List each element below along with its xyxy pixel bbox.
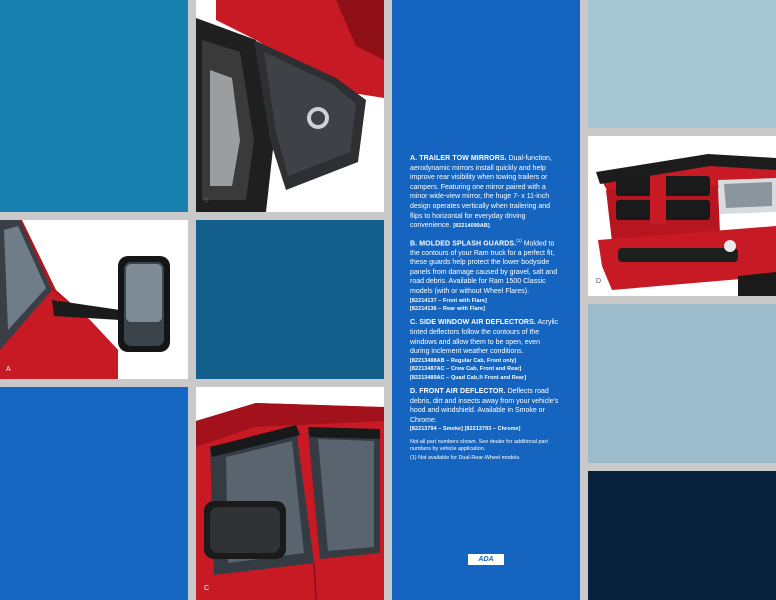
accessory-descriptions xyxy=(410,154,560,464)
splash-guards-heading: B. MOLDED SPLASH GUARDS. xyxy=(410,240,517,248)
splash-guards-part-front: [82214137 – Front with Flare] xyxy=(410,297,487,304)
deflector-photo xyxy=(196,387,384,600)
side-window-deflectors-part-crew: [82213487AC – Crew Cab, Front and Rear] xyxy=(410,366,522,373)
trailer-tow-mirrors-section xyxy=(410,154,560,231)
trailer-mirror-image xyxy=(0,220,188,379)
teal-tile-top xyxy=(0,0,188,212)
side-window-deflectors-heading: C. SIDE WINDOW AIR DEFLECTORS. xyxy=(410,319,536,327)
light-blue-tile-middle xyxy=(588,304,776,463)
front-air-deflector-heading: D. FRONT AIR DEFLECTOR. xyxy=(410,388,506,396)
ada-logo: ADA xyxy=(468,554,504,565)
navy-tile-bottom xyxy=(588,471,776,600)
splash-guards-part-rear: [82214136 – Rear with Flare] xyxy=(410,306,486,313)
dual-rear-wheel-footnote: (1) Not available for Dual-Rear-Wheel models. xyxy=(410,454,521,461)
side-window-deflectors-part-regular: [82213488AB – Regular Cab, Front only] xyxy=(410,357,517,364)
splash-guard-photo-label: B xyxy=(204,197,209,204)
front-air-deflector-parts: [82213794 – Smoke] [82213793 – Chrome] xyxy=(410,426,521,433)
splash-guard-photo xyxy=(196,0,384,212)
steel-tile-middle xyxy=(196,220,384,379)
front-air-deflector-image xyxy=(588,136,776,296)
mirror-photo xyxy=(0,220,188,379)
mirror-photo-label: A xyxy=(6,366,11,373)
window-deflector-image xyxy=(196,387,384,600)
side-window-deflectors-part-quad: [82213489AC – Quad Cab,® Front and Rear] xyxy=(410,374,527,381)
front-air-deflector-body: Deflects road debris, dirt and insects away from your vehicle's hood and windshield. Available in Smoke or Chrome. xyxy=(410,388,559,424)
trailer-tow-mirrors-part: [82214099AB] xyxy=(453,223,490,230)
splash-guards-body: Molded to the contours of your Ram truck for a perfect fit, these guards help protect the lower bodyside panels from damage caused by gravel, salt and road debris. Available for Ram 1500 Classic models (with or without Wheel Flares). xyxy=(410,240,558,296)
front-air-deflector-section xyxy=(410,387,560,434)
side-window-deflectors-body: Acrylic tinted deflectors follow the contours of the windows and allow them to be open, even during inclement weather conditions. xyxy=(410,319,559,356)
trailer-tow-mirrors-body: Dual-function, aerodynamic mirrors install quickly and help improve rear visibility when towing trailers or campers. Featuring one mirror paired with a minor wide-view mirror, the huge 7- x 11-inch design operates vertically when trailering and flips to horizontal for everyday driving convenience. xyxy=(410,155,552,230)
light-blue-tile-top xyxy=(588,0,776,128)
trailer-tow-mirrors-heading: A. TRAILER TOW MIRRORS. xyxy=(410,155,507,162)
part-number-note: Not all part numbers shown. See dealer for additional part numbers by vehicle application. xyxy=(410,438,548,452)
side-window-deflectors-section xyxy=(410,318,560,382)
splash-guards-section xyxy=(410,236,560,314)
front-deflector-photo xyxy=(588,136,776,296)
front-deflector-photo-label: D xyxy=(596,278,602,285)
splash-guards-footnote-marker: (1) xyxy=(516,237,522,243)
blue-tile-bottom xyxy=(0,387,188,600)
deflector-photo-label: C xyxy=(204,585,210,592)
splash-guard-image xyxy=(196,0,384,212)
